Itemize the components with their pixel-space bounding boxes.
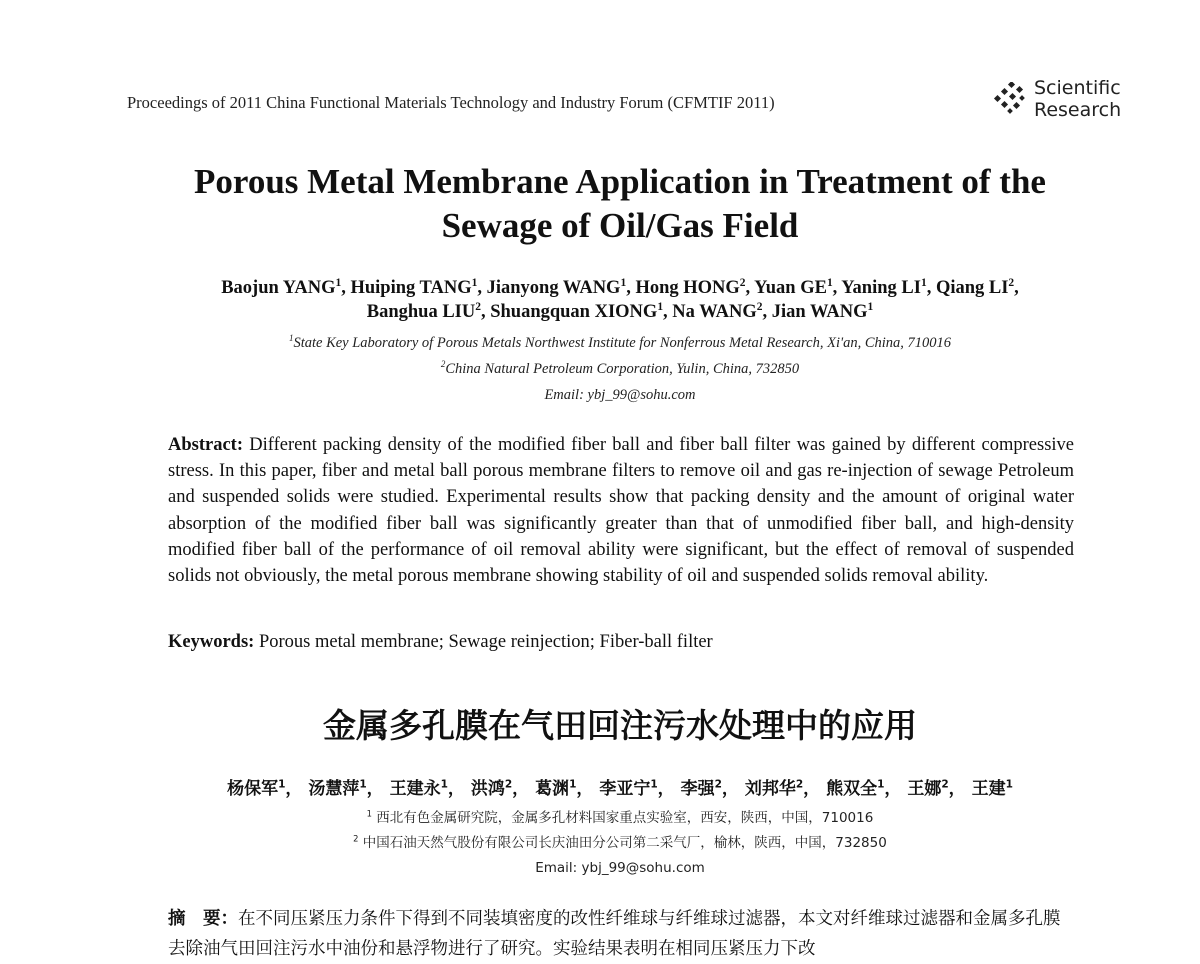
affiliations <box>120 330 1120 408</box>
logo-line2: Research <box>1034 99 1122 121</box>
author: Qiang $LI^2$ <box>935 276 1015 298</box>
author: 王娜$^2$ <box>907 778 949 799</box>
author: 刘邦华$^2$ <box>744 778 804 799</box>
author-affiliation-marker: 2 <box>756 300 763 313</box>
chinese-abstract-text: 在不同压紧压力条件下得到不同装填密度的改性纤维球与纤维球过滤器，本文对纤维球过滤器和金属多孔膜去除油气田回注污水中油份和悬浮物进行了研究。实验结果表明在相同压紧压力下改 <box>168 909 1061 959</box>
author: 熊双全$^1$ <box>826 778 885 799</box>
author-list <box>120 276 1120 324</box>
aff2-marker: 2 <box>440 359 446 370</box>
chinese-abstract <box>168 904 1074 964</box>
author: 汤慧萍$^1$ <box>308 778 367 799</box>
author: 王建$^1$ <box>971 778 1013 799</box>
author: Na WANG$^2$ <box>672 300 763 322</box>
author-affiliation-marker: 1 <box>359 778 367 791</box>
author-affiliation-marker: 2 <box>739 276 746 289</box>
author-line1: Baojun YANG$^1$, Huiping TANG$^1$, Jianyong WANG$^1$, Hong HONG$^2$, Yuan $GE^1$, Yaning $LI^1$, Qiang $LI^2$, <box>221 276 1019 298</box>
author-affiliation-marker: 2 <box>941 778 949 791</box>
scientific-research-logo <box>992 78 1122 124</box>
chinese-author-list: 杨保军$^1$， 汤慧萍$^1$， 王建永$^1$， 洪鸿$^2$， 葛渊$^1$， 李亚宁$^1$， 李强$^2$， 刘邦华$^2$， 熊双全$^1$， 王娜$^2$， 王建$^1$ <box>227 778 1013 799</box>
author: Jianyong WANG$^1$ <box>486 276 627 298</box>
author: 杨保军$^1$ <box>227 778 286 799</box>
author: 葛渊$^1$ <box>535 778 577 799</box>
author: Hong HONG$^2$ <box>635 276 746 298</box>
author: Baojun YANG$^1$ <box>221 276 342 298</box>
author: 洪鸿$^2$ <box>470 778 513 799</box>
chinese-abstract-label: 摘 要： <box>168 909 238 929</box>
zh-aff1-marker: 1 <box>366 808 372 819</box>
zh-aff2-marker: 2 <box>353 833 359 844</box>
author: Huiping TANG$^1$ <box>350 276 478 298</box>
zh-aff1-text: 西北有色金属研究院，金属多孔材料国家重点实验室，西安，陕西，中国，710016 <box>376 810 874 826</box>
logo-dots-icon <box>992 82 1032 118</box>
aff1-marker: 1 <box>288 333 294 344</box>
author-affiliation-marker: 1 <box>920 276 927 289</box>
abstract-text: Different packing density of the modified fiber ball and fiber ball filter was gained by different compressive stress. In this paper, fiber and metal ball porous membrane filters to remove oil and gas re-injection of sewage Petroleum and suspended solids were studied. Experimental results show that packing density and the amount of original water absorption of the modified fiber ball was significantly greater than that of unmodified fiber ball, and high-density modified fiber ball of the performance of oil removal ability were significant, but the effect of removal of suspended solids not obviously, the metal porous membrane showing stability of oil and suspended solids removal ability. <box>168 435 1075 587</box>
author: Banghua LIU$^2$ <box>366 300 481 322</box>
author-line2: Banghua LIU$^2$, Shuangquan XIONG$^1$, Na WANG$^2$, Jian WANG$^1$ <box>366 300 874 322</box>
author-affiliation-marker: 2 <box>504 778 513 791</box>
email: Email: ybj_99@sohu.com <box>544 387 696 403</box>
logo-line1: Scientific <box>1034 77 1121 99</box>
chinese-affiliations <box>120 806 1120 881</box>
author: Yuan $GE^1$ <box>754 276 833 298</box>
author-affiliation-marker: 1 <box>278 778 286 791</box>
aff2-text: China Natural Petroleum Corporation, Yulin, China, 732850 <box>445 361 800 377</box>
author: Yaning $LI^1$ <box>841 276 927 298</box>
author-affiliation-marker: 1 <box>867 300 874 313</box>
keywords-label: Keywords: <box>168 632 255 652</box>
chinese-title: 金属多孔膜在气田回注污水处理中的应用 <box>323 706 917 745</box>
chinese-email: Email: ybj_99@sohu.com <box>535 860 705 876</box>
author: 王建永$^1$ <box>389 778 448 799</box>
affiliation-1 <box>120 330 1120 356</box>
author-affiliation-marker: 1 <box>650 778 658 791</box>
author-affiliation-marker: 1 <box>471 276 478 289</box>
author-affiliation-marker: 1 <box>620 276 627 289</box>
author-affiliation-marker: 1 <box>440 778 448 791</box>
zh-aff2-text: 中国石油天然气股份有限公司长庆油田分公司第二采气厂，榆林，陕西，中国，732850 <box>362 835 887 851</box>
author: Shuangquan XIONG$^1$ <box>490 300 664 322</box>
chinese-affiliation-2 <box>120 831 1120 856</box>
title-line1: Porous Metal Membrane Application in Treatment of the <box>194 162 1046 201</box>
keywords <box>168 630 1074 654</box>
author-affiliation-marker: 2 <box>475 300 481 313</box>
paper-title <box>120 160 1120 248</box>
author-affiliation-marker: 2 <box>714 778 722 791</box>
abstract-label: Abstract: <box>168 435 244 455</box>
author-affiliation-marker: 2 <box>1008 276 1015 289</box>
author: Jian WANG$^1$ <box>771 300 874 322</box>
title-line2: Sewage of Oil/Gas Field <box>441 206 799 245</box>
affiliation-2 <box>120 356 1120 382</box>
author: 李强$^2$ <box>680 778 722 799</box>
author-affiliation-marker: 2 <box>795 778 804 791</box>
proceedings-header: Proceedings of 2011 China Functional Materials Technology and Industry Forum (CFMTIF 2011) <box>127 93 775 112</box>
author-affiliation-marker: 1 <box>335 276 342 289</box>
aff1-text: State Key Laboratory of Porous Metals Northwest Institute for Nonferrous Metal Research, Xi'an, China, 710016 <box>293 335 952 351</box>
author-affiliation-marker: 1 <box>569 778 577 791</box>
author: 李亚宁$^1$ <box>599 778 658 799</box>
author-affiliation-marker: 1 <box>1005 778 1013 791</box>
abstract <box>168 432 1074 589</box>
author-affiliation-marker: 1 <box>657 300 664 313</box>
keywords-text: Porous metal membrane; Sewage reinjection; Fiber-ball filter <box>258 632 713 652</box>
author-affiliation-marker: 1 <box>826 276 833 289</box>
author-affiliation-marker: 1 <box>877 778 885 791</box>
chinese-affiliation-1 <box>120 806 1120 831</box>
